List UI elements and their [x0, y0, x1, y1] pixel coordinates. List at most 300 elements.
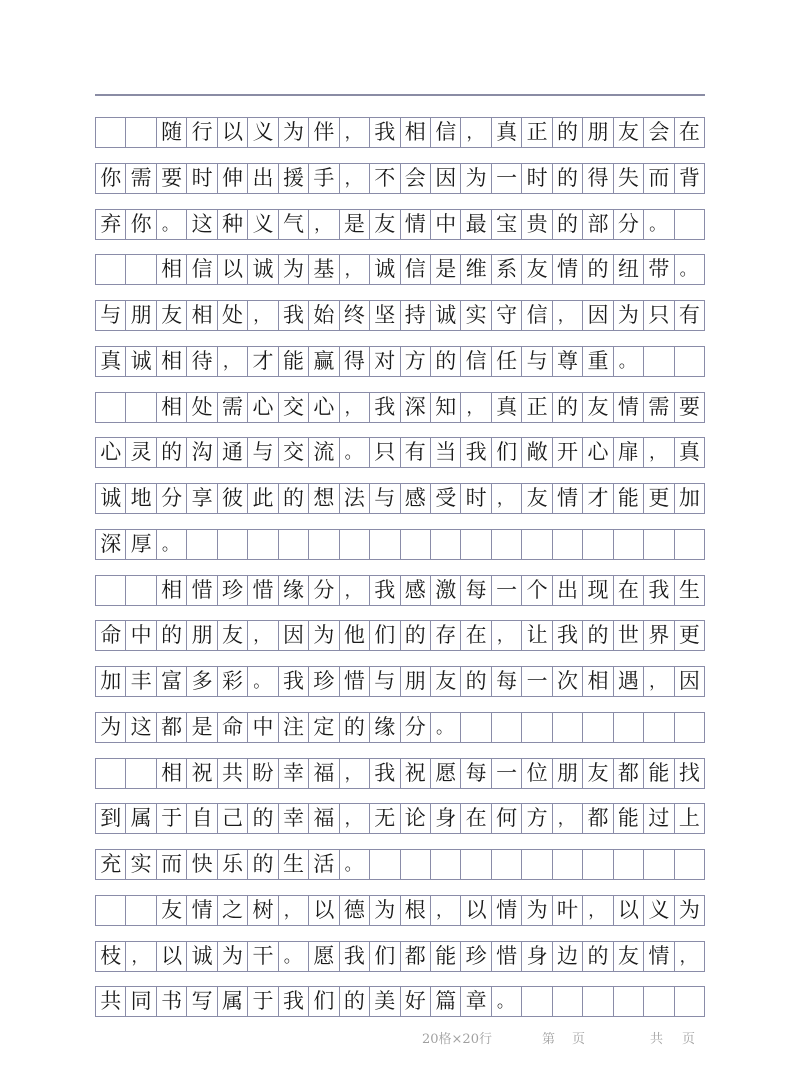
grid-cell: 情 — [614, 393, 644, 422]
grid-cell: 祝 — [187, 759, 217, 788]
grid-cell: 想 — [309, 484, 339, 513]
grid-cell: 朋 — [553, 759, 583, 788]
grid-cell — [553, 987, 583, 1016]
grid-cell: 出 — [248, 164, 278, 193]
grid-cell: 都 — [157, 713, 187, 742]
grid-cell: 相 — [157, 576, 187, 605]
grid-row — [95, 620, 705, 651]
grid-cell — [340, 530, 370, 559]
grid-cell: 边 — [553, 942, 583, 971]
grid-cell: 命 — [96, 621, 126, 650]
grid-cell: 到 — [96, 804, 126, 833]
grid-cell: 缘 — [279, 576, 309, 605]
grid-cell: 的 — [553, 393, 583, 422]
grid-cell: 生 — [675, 576, 705, 605]
grid-cell: 们 — [370, 942, 400, 971]
grid-cell: 与 — [96, 301, 126, 330]
grid-cell — [583, 987, 613, 1016]
grid-cell: 通 — [218, 438, 248, 467]
grid-cell: 为 — [461, 164, 491, 193]
grid-cell: 的 — [157, 621, 187, 650]
grid-cell: 彩 — [218, 667, 248, 696]
grid-cell: 这 — [187, 210, 217, 239]
grid-cell: 出 — [553, 576, 583, 605]
grid-cell — [522, 713, 552, 742]
grid-cell: 灵 — [126, 438, 156, 467]
grid-cell: 友 — [614, 942, 644, 971]
grid-cell: 为 — [96, 713, 126, 742]
grid-cell: 。 — [492, 987, 522, 1016]
grid-cell: 加 — [675, 484, 705, 513]
grid-row — [95, 712, 705, 743]
grid-cell: 的 — [553, 210, 583, 239]
grid-cell: 身 — [522, 942, 552, 971]
grid-cell: 是 — [431, 255, 461, 284]
grid-cell — [644, 530, 674, 559]
grid-cell: 而 — [644, 164, 674, 193]
grid-cell — [248, 530, 278, 559]
grid-cell: 更 — [644, 484, 674, 513]
grid-cell: 为 — [675, 896, 705, 925]
grid-cell — [644, 850, 674, 879]
grid-cell: 的 — [461, 667, 491, 696]
grid-cell: 正 — [522, 118, 552, 147]
grid-cell: 我 — [553, 621, 583, 650]
grid-cell: 的 — [583, 942, 613, 971]
grid-cell: 带 — [644, 255, 674, 284]
grid-row — [95, 803, 705, 834]
grid-cell — [126, 576, 156, 605]
grid-cell: 你 — [126, 210, 156, 239]
grid-row — [95, 575, 705, 606]
grid-cell: 情 — [553, 255, 583, 284]
grid-cell: 情 — [187, 896, 217, 925]
grid-cell: 们 — [309, 987, 339, 1016]
grid-cell: 重 — [583, 347, 613, 376]
grid-cell: 。 — [157, 530, 187, 559]
grid-cell: 只 — [370, 438, 400, 467]
grid-cell: 始 — [309, 301, 339, 330]
grid-cell — [96, 393, 126, 422]
grid-cell: 开 — [553, 438, 583, 467]
grid-cell: 分 — [157, 484, 187, 513]
grid-cell: 的 — [553, 118, 583, 147]
grid-cell — [614, 530, 644, 559]
grid-cell: 得 — [340, 347, 370, 376]
grid-cell: 诚 — [431, 301, 461, 330]
grid-cell: 福 — [309, 804, 339, 833]
grid-cell: 手 — [309, 164, 339, 193]
grid-cell: ， — [340, 164, 370, 193]
grid-cell: 坚 — [370, 301, 400, 330]
grid-cell: 共 — [218, 759, 248, 788]
grid-cell: 信 — [431, 118, 461, 147]
grid-cell: 更 — [675, 621, 705, 650]
grid-cell: 分 — [401, 713, 431, 742]
grid-cell: 情 — [644, 942, 674, 971]
grid-cell: 朋 — [401, 667, 431, 696]
grid-cell: 交 — [279, 393, 309, 422]
grid-cell: 交 — [279, 438, 309, 467]
grid-cell: 世 — [614, 621, 644, 650]
grid-cell: 的 — [248, 850, 278, 879]
grid-cell: ， — [340, 759, 370, 788]
grid-cell — [401, 530, 431, 559]
grid-cell: 系 — [492, 255, 522, 284]
grid-cell — [614, 850, 644, 879]
grid-cell: 惜 — [187, 576, 217, 605]
grid-cell: 真 — [492, 118, 522, 147]
grid-cell: 福 — [309, 759, 339, 788]
grid-cell: 地 — [126, 484, 156, 513]
grid-cell — [614, 987, 644, 1016]
grid-cell: 我 — [279, 667, 309, 696]
grid-cell — [492, 850, 522, 879]
grid-cell: 都 — [614, 759, 644, 788]
grid-cell: 信 — [461, 347, 491, 376]
grid-cell: 只 — [644, 301, 674, 330]
grid-cell: 的 — [553, 164, 583, 193]
grid-row — [95, 117, 705, 148]
grid-cell: ， — [340, 393, 370, 422]
grid-cell: ， — [218, 347, 248, 376]
grid-row — [95, 300, 705, 331]
grid-cell — [583, 850, 613, 879]
page-number-suffix: 页 — [572, 1032, 586, 1047]
grid-cell — [675, 987, 705, 1016]
grid-cell: 真 — [675, 438, 705, 467]
grid-cell: ， — [644, 667, 674, 696]
grid-cell: 篇 — [431, 987, 461, 1016]
grid-cell: 。 — [431, 713, 461, 742]
grid-cell: ， — [553, 301, 583, 330]
grid-cell — [675, 530, 705, 559]
grid-cell: 为 — [309, 621, 339, 650]
grid-cell: 这 — [126, 713, 156, 742]
grid-cell: ， — [461, 118, 491, 147]
grid-cell: 的 — [340, 987, 370, 1016]
grid-cell — [644, 713, 674, 742]
grid-cell — [675, 850, 705, 879]
grid-cell: 好 — [401, 987, 431, 1016]
grid-cell: 无 — [370, 804, 400, 833]
grid-row — [95, 849, 705, 880]
grid-cell: 能 — [431, 942, 461, 971]
grid-cell: 珍 — [461, 942, 491, 971]
grid-cell: 因 — [431, 164, 461, 193]
grid-cell: 。 — [279, 942, 309, 971]
grid-cell: 与 — [522, 347, 552, 376]
grid-cell: 真 — [96, 347, 126, 376]
grid-cell: 的 — [340, 713, 370, 742]
grid-cell: 对 — [370, 347, 400, 376]
grid-cell: 信 — [187, 255, 217, 284]
grid-cell: 我 — [370, 759, 400, 788]
grid-cell: 友 — [218, 621, 248, 650]
grid-cell: 而 — [157, 850, 187, 879]
grid-cell: 我 — [279, 301, 309, 330]
grid-cell: 中 — [431, 210, 461, 239]
grid-cell: 与 — [370, 667, 400, 696]
grid-cell: 友 — [431, 667, 461, 696]
top-rule — [95, 94, 705, 96]
grid-cell: 会 — [401, 164, 431, 193]
grid-cell: 的 — [583, 621, 613, 650]
grid-cell: 宝 — [492, 210, 522, 239]
grid-cell: 个 — [522, 576, 552, 605]
grid-cell: 义 — [644, 896, 674, 925]
grid-cell: 相 — [157, 393, 187, 422]
grid-cell: 为 — [370, 896, 400, 925]
grid-cell: 在 — [461, 804, 491, 833]
grid-cell: 才 — [248, 347, 278, 376]
grid-cell: 心 — [309, 393, 339, 422]
grid-cell: 缘 — [370, 713, 400, 742]
grid-cell: 诚 — [96, 484, 126, 513]
grid-cell: 一 — [492, 576, 522, 605]
grid-cell: 我 — [461, 438, 491, 467]
grid-cell: 愿 — [431, 759, 461, 788]
grid-cell: 受 — [431, 484, 461, 513]
grid-cell: 扉 — [614, 438, 644, 467]
grid-cell: 我 — [340, 942, 370, 971]
grid-cell: 树 — [248, 896, 278, 925]
grid-cell: 享 — [187, 484, 217, 513]
grid-cell: 持 — [401, 301, 431, 330]
grid-cell: ， — [431, 896, 461, 925]
grid-cell: 惜 — [340, 667, 370, 696]
grid-cell: 每 — [492, 667, 522, 696]
grid-row — [95, 346, 705, 377]
grid-cell: 中 — [248, 713, 278, 742]
grid-cell: 以 — [309, 896, 339, 925]
grid-cell: 注 — [279, 713, 309, 742]
grid-cell: 任 — [492, 347, 522, 376]
grid-cell: 心 — [583, 438, 613, 467]
grid-cell: 。 — [644, 210, 674, 239]
grid-cell: 都 — [583, 804, 613, 833]
grid-cell: 敞 — [522, 438, 552, 467]
grid-cell: 法 — [340, 484, 370, 513]
grid-cell: 。 — [614, 347, 644, 376]
grid-row — [95, 986, 705, 1017]
grid-cell — [126, 118, 156, 147]
grid-cell: 为 — [279, 118, 309, 147]
grid-cell: 信 — [401, 255, 431, 284]
grid-cell: 部 — [583, 210, 613, 239]
grid-cell: 因 — [675, 667, 705, 696]
grid-cell: ， — [248, 621, 278, 650]
page-number-prefix: 第 — [542, 1032, 556, 1047]
grid-cell: 会 — [644, 118, 674, 147]
grid-cell: 正 — [522, 393, 552, 422]
grid-cell: 我 — [370, 576, 400, 605]
grid-cell: 相 — [157, 759, 187, 788]
grid-cell: ， — [340, 804, 370, 833]
grid-cell: 快 — [187, 850, 217, 879]
grid-cell: 每 — [461, 576, 491, 605]
grid-cell: 现 — [583, 576, 613, 605]
grid-cell — [492, 530, 522, 559]
grid-cell: 章 — [461, 987, 491, 1016]
grid-cell — [675, 347, 705, 376]
grid-cell — [644, 347, 674, 376]
grid-cell: 以 — [614, 896, 644, 925]
grid-cell — [126, 759, 156, 788]
grid-cell: ， — [248, 301, 278, 330]
grid-cell — [461, 850, 491, 879]
grid-cell: 之 — [218, 896, 248, 925]
grid-cell: 能 — [614, 804, 644, 833]
grid-cell: 以 — [218, 118, 248, 147]
grid-cell: 义 — [248, 118, 278, 147]
grid-cell: 次 — [553, 667, 583, 696]
grid-cell: 最 — [461, 210, 491, 239]
grid-cell: 过 — [644, 804, 674, 833]
grid-cell: 的 — [248, 804, 278, 833]
grid-cell: 友 — [370, 210, 400, 239]
grid-cell: 要 — [675, 393, 705, 422]
grid-cell: 行 — [187, 118, 217, 147]
grid-cell: 的 — [157, 438, 187, 467]
grid-cell: 他 — [340, 621, 370, 650]
grid-cell: 深 — [401, 393, 431, 422]
grid-row — [95, 392, 705, 423]
grid-cell: 相 — [157, 347, 187, 376]
grid-cell: 诚 — [126, 347, 156, 376]
grid-cell: 。 — [675, 255, 705, 284]
grid-cell: 我 — [370, 393, 400, 422]
grid-cell: 实 — [461, 301, 491, 330]
grid-cell: 根 — [401, 896, 431, 925]
grid-cell: 以 — [218, 255, 248, 284]
grid-cell: 幸 — [279, 804, 309, 833]
grid-cell: 都 — [401, 942, 431, 971]
grid-cell: 弃 — [96, 210, 126, 239]
grid-cell: 有 — [401, 438, 431, 467]
grid-cell: 生 — [279, 850, 309, 879]
grid-cell: 能 — [614, 484, 644, 513]
grid-cell: 方 — [522, 804, 552, 833]
grid-cell: 友 — [583, 393, 613, 422]
grid-cell: 友 — [614, 118, 644, 147]
grid-cell: 珍 — [309, 667, 339, 696]
grid-cell: 为 — [218, 942, 248, 971]
grid-cell: ， — [340, 576, 370, 605]
grid-cell — [492, 713, 522, 742]
grid-cell: 的 — [583, 255, 613, 284]
grid-cell: 尊 — [553, 347, 583, 376]
grid-cell: 我 — [644, 576, 674, 605]
grid-cell: 援 — [279, 164, 309, 193]
grid-cell — [96, 576, 126, 605]
grid-cell: 枝 — [96, 942, 126, 971]
grid-cell: 得 — [583, 164, 613, 193]
grid-cell: 为 — [522, 896, 552, 925]
grid-cell: 以 — [157, 942, 187, 971]
grid-cell — [583, 713, 613, 742]
grid-cell: 自 — [187, 804, 217, 833]
grid-cell: 富 — [157, 667, 187, 696]
grid-cell: 为 — [279, 255, 309, 284]
grid-cell: 才 — [583, 484, 613, 513]
grid-cell — [431, 850, 461, 879]
grid-cell: 终 — [340, 301, 370, 330]
grid-cell: 一 — [492, 164, 522, 193]
grid-cell: 诚 — [248, 255, 278, 284]
grid-cell: 感 — [401, 576, 431, 605]
grid-cell: 时 — [461, 484, 491, 513]
grid-cell: ， — [492, 484, 522, 513]
grid-cell: 朋 — [126, 301, 156, 330]
grid-cell: 共 — [96, 987, 126, 1016]
grid-cell: 实 — [126, 850, 156, 879]
grid-cell: 能 — [644, 759, 674, 788]
grid-cell: 界 — [644, 621, 674, 650]
total-pages-suffix: 页 — [682, 1032, 696, 1047]
grid-cell: ， — [126, 942, 156, 971]
grid-cell: 方 — [401, 347, 431, 376]
grid-cell: 在 — [461, 621, 491, 650]
grid-cell — [675, 713, 705, 742]
grid-cell: 与 — [370, 484, 400, 513]
grid-cell: 伴 — [309, 118, 339, 147]
grid-cell: 让 — [522, 621, 552, 650]
grid-cell: 朋 — [187, 621, 217, 650]
grid-cell: 丰 — [126, 667, 156, 696]
grid-cell: ， — [279, 896, 309, 925]
grid-cell: 相 — [187, 301, 217, 330]
grid-cell: 诚 — [187, 942, 217, 971]
grid-cell — [644, 987, 674, 1016]
grid-cell: 的 — [401, 621, 431, 650]
grid-cell: 需 — [126, 164, 156, 193]
grid-cell: 待 — [187, 347, 217, 376]
grid-cell: 上 — [675, 804, 705, 833]
grid-cell: 。 — [157, 210, 187, 239]
grid-cell: 需 — [644, 393, 674, 422]
grid-cell: ， — [309, 210, 339, 239]
grid-cell — [96, 118, 126, 147]
grid-cell: 惜 — [492, 942, 522, 971]
grid-cell: 身 — [431, 804, 461, 833]
grid-cell: 要 — [157, 164, 187, 193]
grid-row — [95, 163, 705, 194]
grid-cell: 激 — [431, 576, 461, 605]
grid-cell: 们 — [492, 438, 522, 467]
grid-cell: 情 — [492, 896, 522, 925]
grid-cell: 处 — [218, 301, 248, 330]
grid-cell: ， — [340, 255, 370, 284]
grid-cell — [522, 987, 552, 1016]
grid-cell: 的 — [279, 484, 309, 513]
grid-cell — [126, 896, 156, 925]
grid-cell: 是 — [187, 713, 217, 742]
grid-cell: 。 — [340, 438, 370, 467]
grid-cell: 活 — [309, 850, 339, 879]
grid-cell — [461, 713, 491, 742]
grid-cell: 友 — [522, 484, 552, 513]
grid-cell: ， — [340, 118, 370, 147]
grid-cell: 。 — [248, 667, 278, 696]
total-pages-prefix: 共 — [650, 1032, 664, 1047]
grid-cell: 分 — [614, 210, 644, 239]
grid-cell — [522, 850, 552, 879]
grid-cell: 干 — [248, 942, 278, 971]
grid-cell: 充 — [96, 850, 126, 879]
grid-cell: 义 — [248, 210, 278, 239]
grid-cell: 沟 — [187, 438, 217, 467]
